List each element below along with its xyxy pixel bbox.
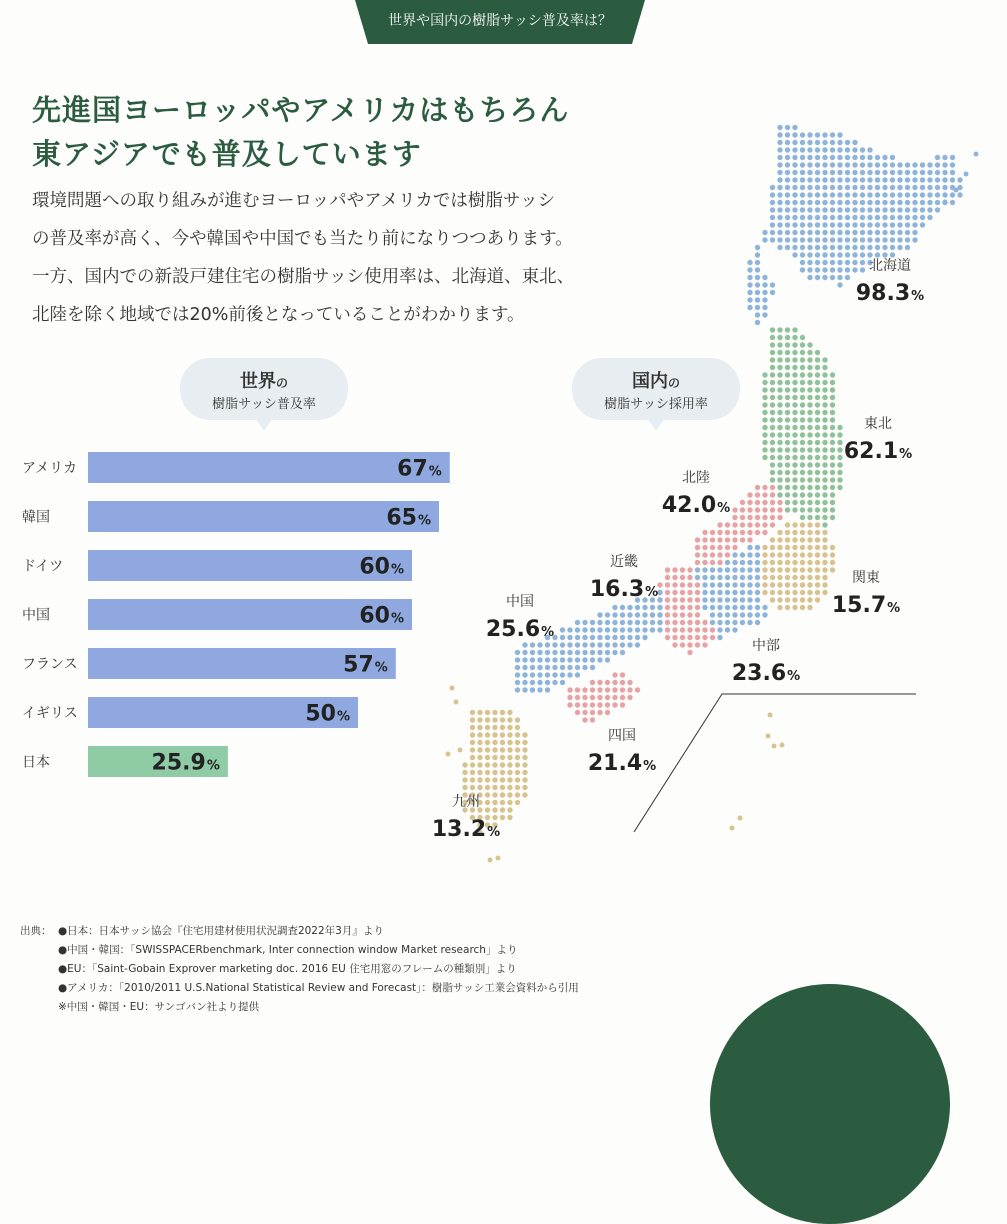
sources-label: 出典： (20, 925, 52, 937)
bar-group (22, 550, 412, 581)
japan-bubble-particle: の (667, 376, 680, 390)
inset-divider (634, 694, 916, 832)
category-label: フランス (22, 656, 78, 673)
bar-group (22, 697, 358, 728)
region-name: 九州 (452, 794, 480, 810)
region-value: 15.7% (831, 593, 901, 618)
region-name: 近畿 (610, 554, 638, 570)
region-name: 関東 (852, 570, 880, 586)
headline-line-2: 東アジアでも普及しています (32, 137, 422, 171)
intro-line-3: 一方、国内での新設戸建住宅の樹脂サッシ使用率は、北海道、東北、 (32, 267, 575, 287)
category-label: ドイツ (22, 558, 64, 575)
value-label: 67% (397, 456, 442, 482)
category-label: イギリス (22, 705, 78, 722)
region-name: 中部 (752, 638, 780, 654)
japan-bubble-main: 国内 (631, 371, 668, 392)
intro-line-2: の普及率が高く、今や韓国や中国でも当たり前になりつつあります。 (32, 229, 573, 249)
value-label: 25.9% (151, 750, 220, 776)
value-label: 60% (359, 603, 404, 629)
bar-group (22, 746, 228, 777)
sources (20, 922, 579, 1017)
world-bar-chart (0, 440, 470, 790)
world-bubble-sub: 樹脂サッシ普及率 (212, 397, 316, 412)
intro-line-4: 北陸を除く地域では20%前後となっていることがわかります。 (32, 305, 525, 325)
region-label (732, 637, 800, 686)
region-dots (762, 522, 835, 610)
value-label: 65% (386, 505, 431, 531)
region-label (844, 415, 912, 464)
world-chart-bubble (180, 358, 348, 420)
region-value: 98.3% (855, 281, 925, 306)
bar-group (22, 648, 396, 679)
category-label: 日本 (22, 754, 50, 771)
value-label: 50% (305, 701, 350, 727)
region-name: 東北 (864, 416, 892, 432)
japan-bubble-sub: 樹脂サッシ採用率 (604, 397, 708, 412)
bar (88, 452, 450, 483)
category-label: 韓国 (22, 509, 50, 526)
region-value: 16.3% (589, 577, 659, 602)
region-value: 23.6% (731, 661, 801, 686)
japan-dot-map (420, 90, 1007, 880)
region-value: 21.4% (587, 751, 657, 776)
banner-title: 世界や国内の樹脂サッシ普及率は？ (388, 13, 612, 29)
bar-group (22, 452, 450, 483)
bar-group (22, 599, 412, 630)
region-name: 北海道 (869, 258, 911, 274)
region-value: 42.0% (661, 493, 731, 518)
value-label: 60% (359, 554, 404, 580)
source-line: ※中国・韓国・EU：サンゴバン社より提供 (58, 1001, 260, 1013)
world-bubble-particle: の (275, 376, 288, 390)
region-label (590, 554, 658, 602)
region-name: 中国 (506, 594, 534, 610)
region-label (832, 569, 900, 618)
region-value: 13.2% (431, 817, 501, 842)
decorative-circle (710, 984, 950, 1224)
region-value: 62.1% (843, 439, 913, 464)
bar-group (22, 501, 439, 532)
source-line: ●アメリカ：「2010/2011 U.S.National Statistical Review and Forecast」：樹脂サッシ工業会資料から引用 (58, 982, 579, 994)
region-dots (650, 567, 715, 655)
region-label (856, 258, 924, 306)
source-line: ●日本：日本サッシ協会『住宅用建材使用状況調査2022年3月』より (58, 925, 384, 937)
region-value: 25.6% (485, 617, 555, 642)
region-name: 四国 (608, 728, 636, 744)
region-dots (567, 672, 640, 722)
region-name: 北陸 (682, 470, 710, 486)
value-label: 57% (343, 652, 388, 678)
category-label: 中国 (22, 607, 50, 624)
region-label (662, 469, 730, 518)
region-dots (762, 327, 842, 527)
headline-line-1: 先進国ヨーロッパやアメリカはもちろん (32, 93, 570, 127)
region-label (588, 728, 656, 776)
source-line: ●中国・韓国：「SWISSPACERbenchmark, Inter connection window Market research」より (58, 944, 518, 956)
intro-line-1: 環境問題への取り組みが進むヨーロッパやアメリカでは樹脂サッシ (32, 191, 556, 211)
source-line: ●EU：「Saint-Gobain Exprover marketing doc. 2016 EU 住宅用窓のフレームの種類別」より (58, 963, 517, 975)
region-dots (695, 545, 768, 640)
category-label: アメリカ (22, 460, 78, 477)
region-label (486, 593, 554, 642)
world-bubble-main: 世界 (239, 371, 276, 392)
